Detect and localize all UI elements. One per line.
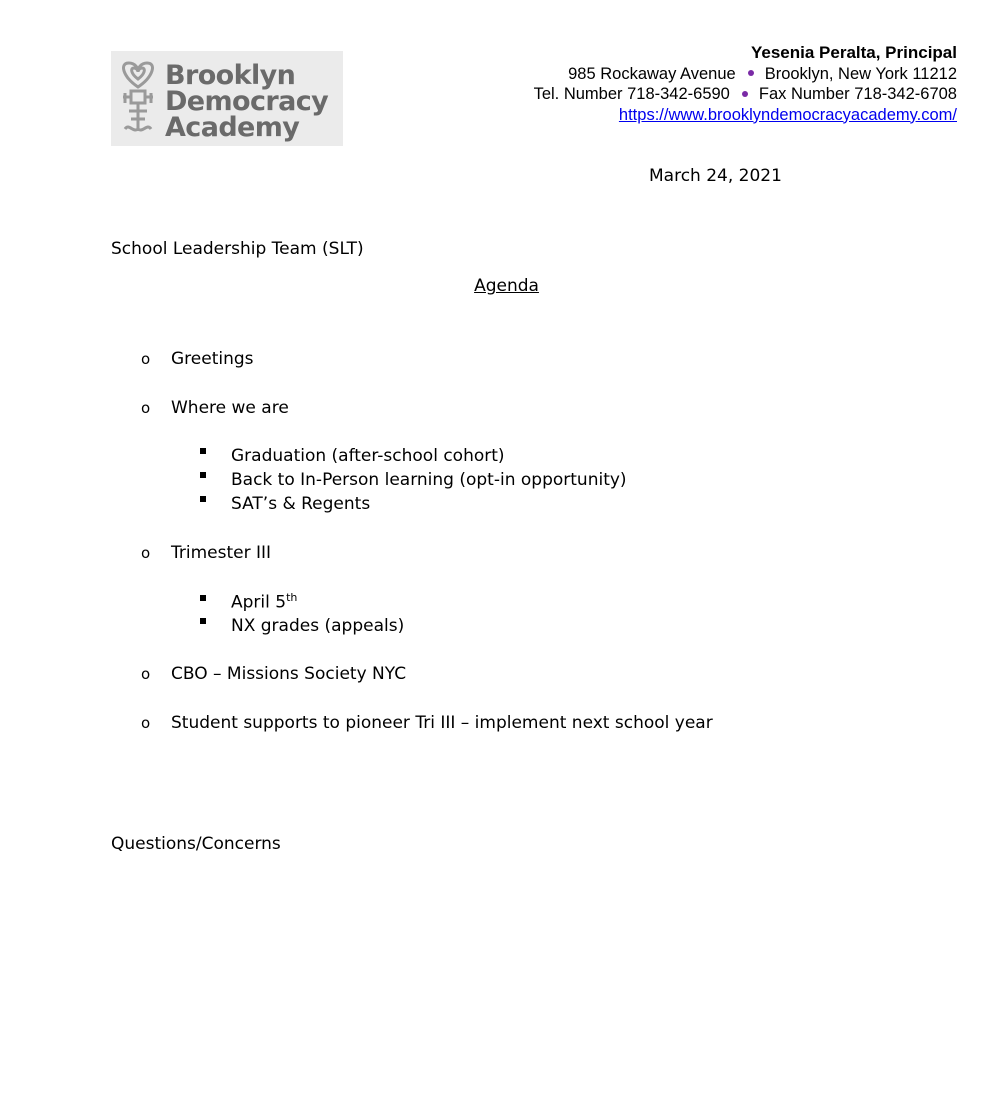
website-link[interactable]: https://www.brooklyndemocracyacademy.com/ — [618, 105, 957, 124]
agenda-item — [141, 543, 271, 563]
agenda-item — [141, 664, 406, 684]
circle-bullet-icon: o — [141, 665, 151, 683]
square-bullet-icon — [200, 618, 206, 624]
sub-item — [200, 591, 297, 613]
heart-emblem-icon — [113, 59, 163, 139]
sub-item — [200, 446, 505, 466]
logo-line-1: Brooklyn — [165, 60, 296, 91]
tel-number: Tel. Number 718-342-6590 — [533, 85, 730, 103]
agenda-item-text: Trimester III — [171, 543, 272, 563]
logo-line-2: Democracy — [165, 86, 329, 117]
sub-item — [200, 470, 627, 490]
agenda-item-text: Greetings — [171, 349, 254, 369]
phone-row — [534, 84, 957, 105]
agenda-item — [141, 398, 289, 418]
website-row — [534, 105, 957, 126]
agenda-item — [141, 713, 713, 733]
circle-bullet-icon: o — [141, 544, 151, 562]
separator-dot-icon — [742, 91, 748, 97]
sub-item-text: NX grades (appeals) — [231, 616, 405, 636]
address-row — [534, 64, 957, 85]
sub-item-text: Graduation (after-school cohort) — [231, 446, 505, 466]
circle-bullet-icon: o — [141, 714, 151, 732]
school-logo — [111, 51, 343, 146]
sub-item-text: April 5 — [231, 592, 287, 613]
circle-bullet-icon: o — [141, 399, 151, 417]
letterhead — [534, 43, 957, 125]
agenda-item-text: Where we are — [171, 398, 289, 418]
separator-dot-icon — [748, 70, 754, 76]
square-bullet-icon — [200, 595, 206, 601]
sub-item-text: SAT’s & Regents — [231, 494, 371, 514]
city-address: Brooklyn, New York 11212 — [764, 64, 957, 83]
team-name: School Leadership Team (SLT) — [111, 239, 364, 259]
ordinal-suffix: th — [286, 591, 298, 604]
circle-bullet-icon: o — [141, 350, 151, 368]
document-date: March 24, 2021 — [649, 166, 782, 186]
street-address: 985 Rockaway Avenue — [568, 64, 736, 83]
sub-item — [200, 616, 404, 636]
agenda-title: Agenda — [474, 276, 539, 296]
sub-item — [200, 494, 370, 514]
square-bullet-icon — [200, 472, 206, 478]
square-bullet-icon — [200, 496, 206, 502]
logo-line-3: Academy — [165, 112, 300, 143]
questions-heading: Questions/Concerns — [111, 834, 281, 854]
square-bullet-icon — [200, 448, 206, 454]
agenda-item — [141, 349, 254, 369]
principal-name: Yesenia Peralta, Principal — [750, 43, 957, 62]
logo-wordmark — [165, 60, 329, 143]
agenda-item-text: CBO – Missions Society NYC — [171, 664, 407, 684]
fax-number: Fax Number 718-342-6708 — [758, 85, 957, 103]
agenda-item-text: Student supports to pioneer Tri III – implement next school year — [171, 713, 713, 733]
sub-item-text: Back to In-Person learning (opt-in opportunity) — [231, 470, 627, 490]
